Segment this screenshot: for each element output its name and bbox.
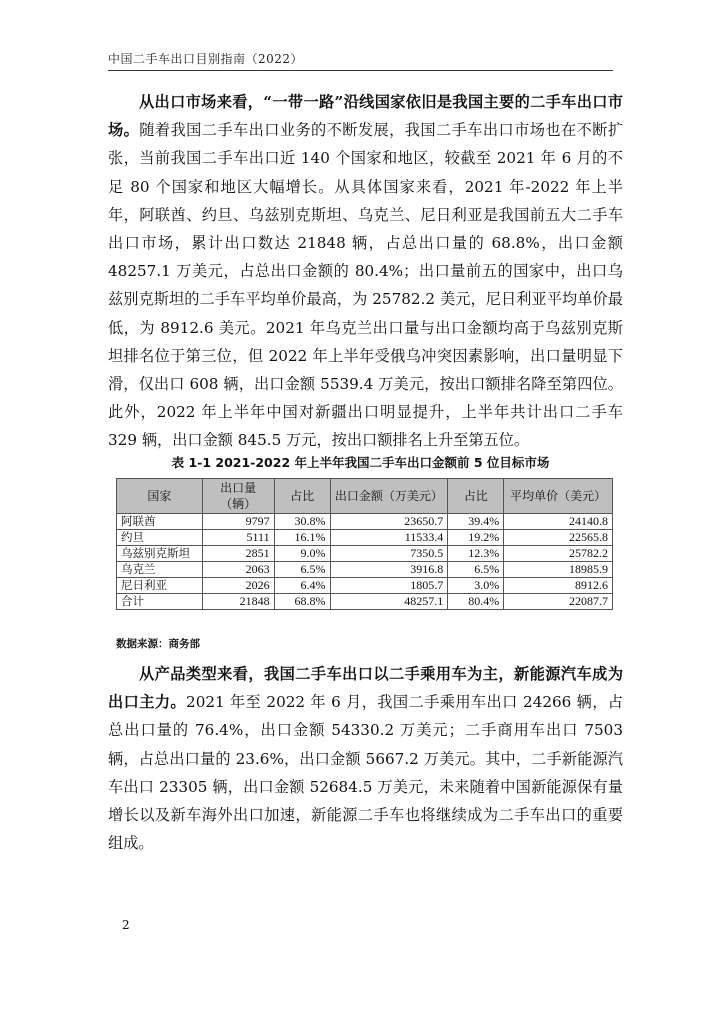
table-row	[117, 514, 613, 530]
header-volume: 出口量（辆）	[202, 479, 274, 514]
export-markets-table	[116, 478, 613, 610]
cell-volume: 5111	[202, 530, 274, 546]
cell-volume: 2851	[202, 546, 274, 562]
header-amount: 出口金额（万美元）	[330, 479, 448, 514]
cell-country: 阿联酋	[117, 514, 203, 530]
cell-amount: 48257.1	[330, 594, 448, 610]
cell-amount: 3916.8	[330, 562, 448, 578]
cell-volume: 9797	[202, 514, 274, 530]
cell-volume-share: 16.1%	[274, 530, 330, 546]
cell-amount: 7350.5	[330, 546, 448, 562]
cell-country: 尼日利亚	[117, 578, 203, 594]
header-avg-price: 平均单价（美元）	[504, 479, 613, 514]
cell-amount-share: 3.0%	[448, 578, 504, 594]
table-row	[117, 530, 613, 546]
cell-avg-price: 24140.8	[504, 514, 613, 530]
cell-amount-share: 80.4%	[448, 594, 504, 610]
cell-amount-share: 6.5%	[448, 562, 504, 578]
table-source-note: 数据来源：商务部	[116, 638, 200, 650]
cell-volume-share: 68.8%	[274, 594, 330, 610]
paragraph-product-types	[108, 660, 623, 857]
cell-amount-share: 39.4%	[448, 514, 504, 530]
header-amount-share: 占比	[448, 479, 504, 514]
cell-amount: 23650.7	[330, 514, 448, 530]
cell-volume: 21848	[202, 594, 274, 610]
table-total-row	[117, 594, 613, 610]
cell-volume-share: 9.0%	[274, 546, 330, 562]
cell-country: 乌兹别克斯坦	[117, 546, 203, 562]
table-row	[117, 562, 613, 578]
cell-amount-share: 12.3%	[448, 546, 504, 562]
cell-volume-share: 30.8%	[274, 514, 330, 530]
running-header: 中国二手车出口目别指南（2022）	[108, 50, 613, 71]
paragraph-lead: 从出口市场来看，“一带一路”沿线国家依旧是我国主要的二手车出口市场。	[108, 93, 623, 140]
cell-avg-price: 22087.7	[504, 594, 613, 610]
cell-country: 约旦	[117, 530, 203, 546]
page-number: 2	[122, 918, 130, 932]
cell-avg-price: 22565.8	[504, 530, 613, 546]
cell-volume-share: 6.4%	[274, 578, 330, 594]
cell-avg-price: 18985.9	[504, 562, 613, 578]
cell-avg-price: 8912.6	[504, 578, 613, 594]
cell-amount: 11533.4	[330, 530, 448, 546]
paragraph-body: 随着我国二手车出口业务的不断发展，我国二手车出口市场也在不断扩张，当前我国二手车出口近 140 个国家和地区，较截至 2021 年 6 月的不足 80 个国家和地区大幅增长。从具体国家来看，2021 年-2022 年上半年，阿联酋、约旦、乌兹别克斯坦、乌克兰、尼日利亚是我国前五大二手车出口市场，累计出口数达 21848 辆，占总出口量的 68.8%，出口金额 48257.1 万美元，占总出口金额的 80.4%；出口量前五的国家中，出口乌兹别克斯坦的二手车平均单价最高，为 25782.2 美元，尼日利亚平均单价最低，为 8912.6 美元。2021 年乌克兰出口量与出口金额均高于乌兹别克斯坦排名位于第三位，但 2022 年上半年受俄乌冲突因素影响，出口量明显下滑，仅出口 608 辆，出口金额 5539.4 万美元，按出口额排名降至第四位。此外，2022 年上半年中国对新疆出口明显提升，上半年共计出口二手车 329 辆，出口金额 845.5 万元，按出口额排名上升至第五位。	[108, 121, 624, 450]
cell-volume-share: 6.5%	[274, 562, 330, 578]
cell-country: 乌克兰	[117, 562, 203, 578]
cell-amount: 1805.7	[330, 578, 448, 594]
paragraph-export-markets	[108, 88, 623, 455]
table-caption: 表 1-1 2021-2022 年上半年我国二手车出口金额前 5 位目标市场	[171, 455, 550, 470]
header-volume-share: 占比	[274, 479, 330, 514]
header-country: 国家	[117, 479, 203, 514]
cell-volume: 2063	[202, 562, 274, 578]
cell-volume: 2026	[202, 578, 274, 594]
cell-amount-share: 19.2%	[448, 530, 504, 546]
paragraph-body: 2021 年至 2022 年 6 月，我国二手乘用车出口 24266 辆，占总出口量的 76.4%，出口金额 54330.2 万美元；二手商用车出口 7503 辆，占总出口量的 23.6%，出口金额 5667.2 万美元。其中，二手新能源汽车出口 23305 辆，出口金额 52684.5 万美元，未来随着中国新能源保有量增长以及新车海外出口加速，新能源二手车也将继续成为二手车出口的重要组成。	[108, 693, 623, 853]
table-row	[117, 546, 613, 562]
table-header-row	[117, 479, 613, 514]
table-row	[117, 578, 613, 594]
paragraph-lead: 从产品类型来看，我国二手车出口以二手乘用车为主，新能源汽车成为出口主力。	[108, 665, 623, 712]
cell-country: 合计	[117, 594, 203, 610]
cell-avg-price: 25782.2	[504, 546, 613, 562]
